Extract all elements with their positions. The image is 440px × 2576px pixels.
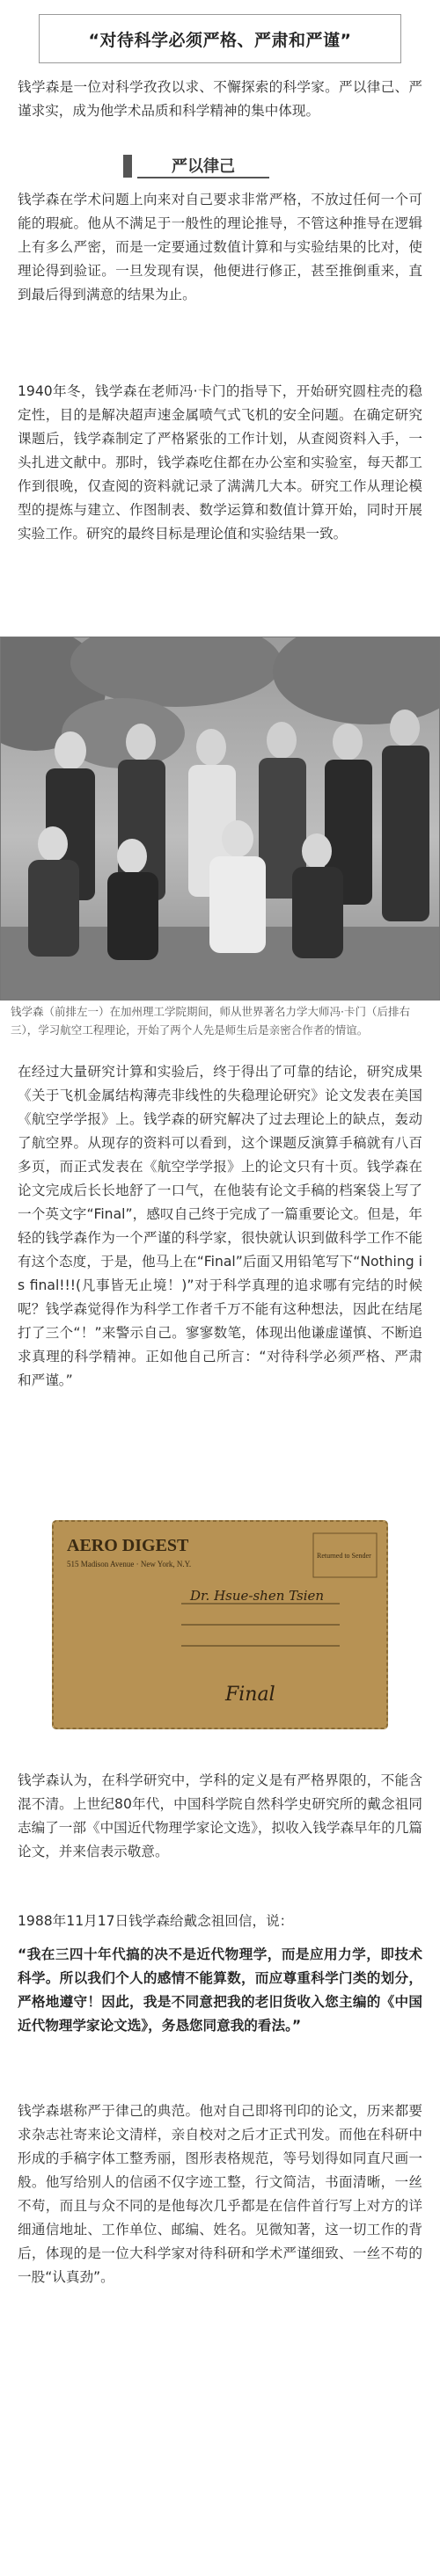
paragraph-5-lead: 1988年11月17日钱学森给戴念祖回信，说： xyxy=(18,1913,294,1929)
archive-envelope-image xyxy=(49,1516,391,1734)
photo-caption: 钱学森（前排左一）在加州理工学院期间，师从世界著名力学大师冯·卡门（后排右三），学习航空工程理论，开始了两个人先是师生后是亲密合作者的情谊。 xyxy=(11,1005,410,1037)
group-photo xyxy=(0,637,440,1001)
envelope-address: 515 Madison Avenue · New York, N.Y. xyxy=(67,1560,192,1568)
paragraph-5-quote: “我在三四十年代搞的决不是近代物理学，而是应用力学，即技术科学。所以我们个人的感情不能算数，而应尊重科学门类的划分，严格地遵守！因此，我是不同意把我的老旧货收入您主编的《中国近代物理学家论文选》，务恳您同意我的看法。” xyxy=(18,1947,422,2034)
title-box xyxy=(39,14,401,63)
envelope-addressee: Dr. Hsue-shen Tsien xyxy=(190,1588,325,1604)
paragraph-2: 1940年冬，钱学森在老师冯·卡门的指导下，开始研究圆柱壳的稳定性，目的是解决超声速金属喷气式飞机的安全问题。在确定研究课题后，钱学森制定了严格紧张的工作计划，从查阅资料入手，一头扎进文献中。那时，钱学森吃住都在办公室和实验室，每天都工作到很晚，仅查阅的资料就记录了满满几大本。研究工作从理论模型的提炼与建立、作图制表、数学运算和数值计算开始，同时开展实验工作。研究的最终目标是理论值和实验结果一致。 xyxy=(18,383,422,542)
envelope-brand: AERO DIGEST xyxy=(67,1536,189,1555)
page-title: “对待科学必须严格、严肃和严谨” xyxy=(88,30,352,50)
envelope-final-note: Final xyxy=(225,1684,275,1706)
group-photo-image xyxy=(0,637,440,1001)
section-marker-icon xyxy=(123,155,132,178)
paragraph-1: 钱学森在学术问题上向来对自己要求非常严格，不放过任何一个可能的瑕疵。他从不满足于一般性的理论推导，不管这种推导在逻辑上有多么严密，而是一定要通过数值计算和与实验结果的比对，使理论得到验证。一旦发现有误，他便进行修正，甚至推倒重来，直到最后得到满意的结果为止。 xyxy=(18,192,422,302)
envelope-postmark: Returned to Sender xyxy=(317,1552,371,1560)
section-heading xyxy=(123,151,317,181)
paragraph-6: 钱学森堪称严于律己的典范。他对自己即将刊印的论文，历来都要求杂志社寄来论文清样，亲自校对之后才正式刊发。而他在科研中形成的手稿字体工整秀丽，图形表格规范，等号划得如同直尺画一般。他写给别人的信函不仅字迹工整，行文简洁，书面清晰，一丝不苟，而且与众不同的是他每次几乎都是在信件首行写上对方的详细通信地址、工作单位、邮编、姓名。见微知著，这一切工作的背后，体现的是一位大科学家对待科研和学术严谨细致、一丝不苟的一股“认真劲”。 xyxy=(18,2103,422,2285)
paragraph-3: 在经过大量研究计算和实验后，终于得出了可靠的结论，研究成果《关于飞机金属结构薄壳非线性的失稳理论研究》论文发表在美国《航空学学报》上。钱学森的研究解决了过去理论上的缺点，轰动了航空界。从现存的资料可以看到，这个课题反演算手稿就有八百多页，而正式发表在《航空学学报》上的论文只有十页。钱学森在论文完成后长长地舒了一口气，在他装有论文手稿的档案袋上写了一个英文字“Final”，感叹自己终于完成了一篇重要论文。但是，年轻的钱学森作为一个严谨的科学家，很快就认识到做科学工作不能有这个态度，于是，他马上在“Final”后面又用铅笔写下“Nothing is final!!!(凡事皆无止境！)”对于科学真理的追求哪有完结的时候呢？钱学森觉得作为科学工作者千万不能有这种想法，因此在结尾打了三个“！”来警示自己。寥寥数笔，体现出他谦虚谨慎、不断追求真理的科学精神。正如他自己所言：“对待科学必须严格、严肃和严谨。” xyxy=(18,1064,422,1388)
intro-paragraph: 钱学森是一位对科学孜孜以求、不懈探索的科学家。严以律己、严谨求实，成为他学术品质和科学精神的集中体现。 xyxy=(18,79,422,119)
section-title: 严以律己 xyxy=(137,154,269,178)
paragraph-4: 钱学森认为，在科学研究中，学科的定义是有严格界限的，不能含混不清。上世纪80年代，中国科学院自然科学史研究所的戴念祖同志编了一部《中国近代物理学家论文选》，拟收入钱学森早年的几篇论文，并来信表示敬意。 xyxy=(18,1772,423,1859)
archive-envelope xyxy=(49,1516,391,1734)
